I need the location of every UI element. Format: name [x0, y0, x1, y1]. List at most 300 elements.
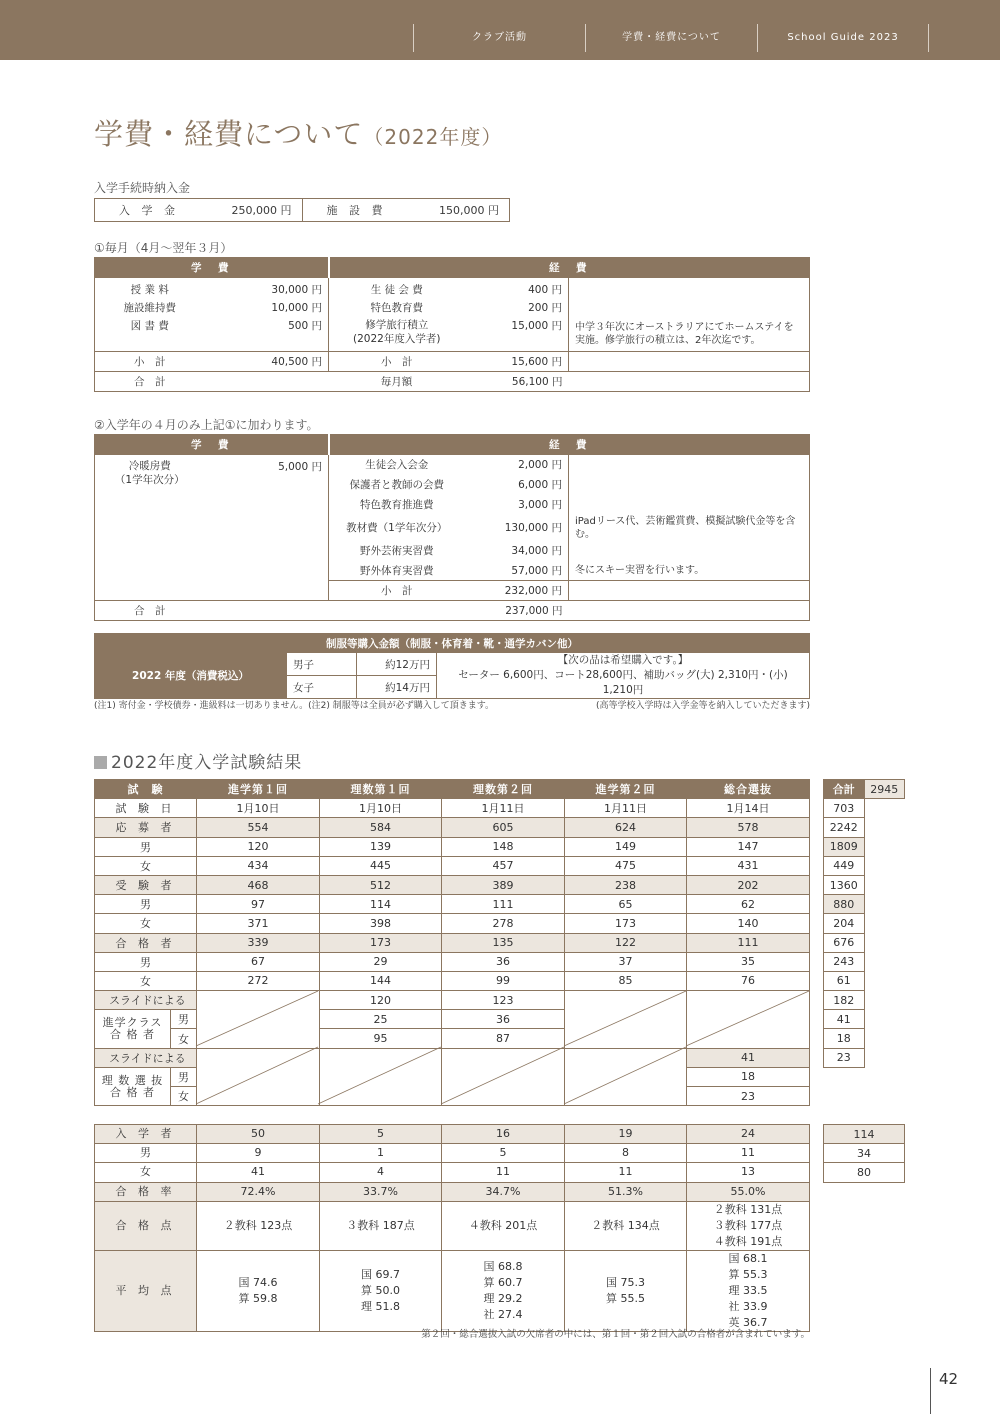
- data-cell: 147: [687, 837, 810, 856]
- table-row: [824, 1010, 905, 1029]
- empty-cell: [565, 991, 687, 1049]
- cell-line: 算 59.8: [238, 1291, 278, 1305]
- data-cell: [320, 1201, 442, 1250]
- empty-cell: [565, 1048, 687, 1106]
- data-cell: 149: [565, 837, 687, 856]
- results-table-2: [94, 1124, 810, 1332]
- total-cell: 18: [824, 1029, 865, 1048]
- data-cell: 278: [442, 914, 565, 933]
- fee-value: 6,000 円: [518, 479, 562, 491]
- data-cell: 584: [320, 818, 442, 837]
- data-cell: 140: [687, 914, 810, 933]
- fee-label: 野外芸術実習費: [329, 541, 465, 561]
- fee-note: iPadリース代、芸術鑑賞費、模擬試験代金等を含む。: [569, 515, 810, 541]
- table-row: [824, 952, 905, 971]
- header-bar: [0, 0, 1000, 60]
- data-cell: 37: [565, 952, 687, 971]
- data-cell: 18: [687, 1067, 810, 1086]
- data-cell: 72.4%: [197, 1182, 320, 1201]
- table-row: [95, 1144, 810, 1163]
- data-cell: 1月10日: [320, 799, 442, 818]
- page-title: [94, 112, 502, 153]
- data-cell: 339: [197, 933, 320, 952]
- table-row: [95, 933, 810, 952]
- total-cell: 61: [824, 971, 865, 990]
- data-cell: 475: [565, 856, 687, 875]
- total-cell: 114: [824, 1125, 905, 1144]
- data-cell: [197, 1201, 320, 1250]
- total-label: 毎月額: [329, 372, 465, 392]
- results-total-table: [823, 779, 905, 1068]
- data-cell: 51.3%: [565, 1182, 687, 1201]
- data-cell: 85: [565, 971, 687, 990]
- row-label: 女: [95, 856, 197, 875]
- data-cell: 139: [320, 837, 442, 856]
- uniform-boy-value: 約12万円: [357, 653, 437, 676]
- total-cell: 703: [824, 799, 865, 818]
- row-label: 男: [95, 1144, 197, 1163]
- uniform-note1: 【次の品は希望購入です。】: [557, 654, 689, 666]
- table-row: [95, 780, 810, 799]
- empty-cell: [569, 352, 810, 372]
- row-label: 男: [95, 837, 197, 856]
- results-title-text: 2022年度入学試験結果: [111, 753, 303, 773]
- table-row: [824, 1144, 905, 1163]
- total-cell: 23: [824, 1048, 865, 1067]
- slide-label: スライドによる: [95, 1048, 197, 1067]
- data-cell: 41: [197, 1163, 320, 1182]
- data-cell: [442, 1201, 565, 1250]
- total-cell: 2242: [824, 818, 865, 837]
- table-row: [824, 837, 905, 856]
- travel-label: 修学旅行積立: [365, 318, 429, 331]
- row-label: 合 格 者: [95, 933, 197, 952]
- entry-key: 入 学 金: [119, 204, 179, 217]
- nav-guide[interactable]: School Guide 2023: [757, 24, 929, 52]
- data-cell: 5: [442, 1144, 565, 1163]
- total-label: 合 計: [95, 601, 205, 621]
- total-cell: 1809: [824, 837, 865, 856]
- data-cell: 41: [687, 1048, 810, 1067]
- data-cell: 578: [687, 818, 810, 837]
- data-cell: 11: [442, 1163, 565, 1182]
- sub-label: 女: [171, 1087, 197, 1106]
- fee-note: [569, 455, 810, 475]
- monthly-table: [94, 257, 810, 392]
- fee-value: 500 円: [288, 319, 322, 332]
- data-cell: 97: [197, 895, 320, 914]
- page-number: 42: [930, 1368, 958, 1414]
- fee-label: 図 書 費: [130, 319, 169, 332]
- table-row: [824, 1163, 905, 1182]
- total-cell: 182: [824, 991, 865, 1010]
- data-cell: 434: [197, 856, 320, 875]
- data-cell: 238: [565, 875, 687, 894]
- col-header: 総合選抜: [687, 780, 810, 799]
- table-row: [95, 799, 810, 818]
- table-row: [95, 991, 810, 1010]
- col-header: 理数第１回: [320, 780, 442, 799]
- total-cell: 1360: [824, 875, 865, 894]
- uniform-girl-value: 約14万円: [357, 676, 437, 699]
- data-cell: 5: [320, 1125, 442, 1144]
- facility-cell: [302, 199, 510, 221]
- sub-label: 男: [171, 1067, 197, 1086]
- data-cell: 33.7%: [320, 1182, 442, 1201]
- data-cell: 55.0%: [687, 1182, 810, 1201]
- monthly-label: ①毎月（4月〜翌年３月）: [94, 241, 233, 255]
- data-cell: 1: [320, 1144, 442, 1163]
- data-cell: 431: [687, 856, 810, 875]
- fee-value: 10,000 円: [271, 302, 322, 314]
- table-row: [824, 856, 905, 875]
- data-cell: 144: [320, 971, 442, 990]
- table-row: [824, 933, 905, 952]
- row-label: 男: [95, 895, 197, 914]
- fee-value: 2,000 円: [518, 459, 562, 471]
- table-row: [824, 1048, 905, 1067]
- fee-label: 施設維持費: [123, 302, 176, 314]
- table-row: [95, 856, 810, 875]
- col-header: 理数第２回: [442, 780, 565, 799]
- cell-line: ３教科 187点: [346, 1218, 415, 1232]
- april-hdr-right: 経 費: [329, 435, 810, 455]
- total-cell: 204: [824, 914, 865, 933]
- subtotal-value: 232,000 円: [465, 581, 569, 601]
- cell-line: 算 50.0: [361, 1283, 400, 1297]
- data-cell: [687, 1201, 810, 1250]
- cell-line: 理 33.5: [728, 1283, 768, 1297]
- total-cell: 34: [824, 1144, 905, 1163]
- cell-line: 社 33.9: [728, 1299, 768, 1313]
- data-cell: 13: [687, 1163, 810, 1182]
- table-row: [824, 818, 905, 837]
- cell-line: 社 27.4: [483, 1307, 523, 1321]
- data-cell: 624: [565, 818, 687, 837]
- data-cell: 173: [320, 933, 442, 952]
- group-name: 理 数 選 抜: [101, 1073, 164, 1087]
- page-title-main: 学費・経費について: [94, 117, 364, 151]
- data-cell: 445: [320, 856, 442, 875]
- data-cell: 457: [442, 856, 565, 875]
- data-cell: 65: [565, 895, 687, 914]
- total-cell: 243: [824, 952, 865, 971]
- total-value: 237,000 円: [465, 601, 569, 621]
- total-cell: 2945: [864, 780, 905, 799]
- table-row: [95, 895, 810, 914]
- table-row: [95, 837, 810, 856]
- fee-label: 授 業 料: [130, 284, 169, 296]
- row-label: 女: [95, 1163, 197, 1182]
- total-cell: 880: [824, 895, 865, 914]
- cell-line: 算 55.3: [728, 1267, 768, 1281]
- entry-fee-box: [94, 198, 510, 222]
- cell-line: 理 51.8: [361, 1299, 400, 1313]
- fee-label: 野外体育実習費: [329, 561, 465, 581]
- entry-cell: [95, 199, 302, 221]
- data-cell: 389: [442, 875, 565, 894]
- results-note: 第２回・総合選抜入試の欠席者の中には、第１回・第２回入試の合格者が含まれています。: [421, 1329, 810, 1340]
- data-cell: 23: [687, 1087, 810, 1106]
- entry-label: 入学手続時納入金: [94, 181, 191, 195]
- cell-line: ２教科 131点: [713, 1202, 783, 1216]
- empty-cell: [320, 1048, 442, 1106]
- results-title: [94, 748, 302, 773]
- data-cell: 16: [442, 1125, 565, 1144]
- data-cell: 35: [687, 952, 810, 971]
- data-cell: 468: [197, 875, 320, 894]
- table-row: [95, 1125, 810, 1144]
- fee-label: 教材費（1学年次分）: [329, 515, 465, 541]
- data-cell: 87: [442, 1029, 565, 1048]
- data-cell: 554: [197, 818, 320, 837]
- data-cell: [442, 1250, 565, 1331]
- fee-value: 200 円: [528, 302, 562, 314]
- fee-value: 57,000 円: [511, 564, 562, 577]
- fee-label: 保護者と教師の会費: [329, 475, 465, 495]
- page-title-sub: （2022年度）: [363, 125, 503, 149]
- col-header: 進学第１回: [197, 780, 320, 799]
- subtotal-label: 小 計: [329, 581, 465, 601]
- empty-cell: [569, 581, 810, 601]
- subtotal-value: 15,600 円: [465, 352, 569, 372]
- table-row: [95, 1201, 810, 1250]
- total-header: 合計: [824, 780, 865, 799]
- data-cell: 95: [320, 1029, 442, 1048]
- row-label: 入 学 者: [95, 1125, 197, 1144]
- table-row: [824, 914, 905, 933]
- april-hdr-left: 学 費: [95, 435, 329, 455]
- nav-fees[interactable]: 学費・経費について: [585, 24, 757, 52]
- group-label: [95, 1010, 171, 1048]
- empty-cell: [205, 601, 329, 621]
- cell-line: 国 69.7: [361, 1267, 400, 1281]
- total-cell: 80: [824, 1163, 905, 1182]
- empty-cell: [205, 372, 329, 392]
- data-cell: 114: [320, 895, 442, 914]
- table-row: [95, 1048, 810, 1067]
- col-header: 進学第２回: [565, 780, 687, 799]
- cooling-k2: （1学年次分）: [114, 473, 185, 486]
- row-label: 女: [95, 914, 197, 933]
- table-row: [95, 914, 810, 933]
- cell-line: ２教科 134点: [591, 1218, 660, 1232]
- data-cell: 50: [197, 1125, 320, 1144]
- sub-label: 男: [171, 1010, 197, 1029]
- table-row: [824, 875, 905, 894]
- data-cell: 371: [197, 914, 320, 933]
- data-cell: [320, 1250, 442, 1331]
- table-row: [824, 1029, 905, 1048]
- data-cell: 9: [197, 1144, 320, 1163]
- cell-line: 国 74.6: [238, 1275, 278, 1289]
- data-cell: 11: [687, 1144, 810, 1163]
- data-cell: 1月14日: [687, 799, 810, 818]
- fee-note: 中学３年次にオーストラリアにてホームステイを実施。修学旅行の積立は、2年次迄です。: [569, 318, 810, 352]
- subtotal-value: 40,500 円: [205, 352, 329, 372]
- data-cell: 99: [442, 971, 565, 990]
- fee-label: 生 徒 会 費: [329, 278, 465, 298]
- empty-cell: [442, 1048, 565, 1106]
- total-label: 合 計: [95, 372, 205, 392]
- footnote-left: (注1) 寄付金・学校債券・進級料は一切ありません。(注2) 制服等は全員が必ず購入して頂きます。: [94, 701, 495, 711]
- data-cell: 120: [320, 991, 442, 1010]
- table-row: [824, 799, 905, 818]
- data-cell: 111: [442, 895, 565, 914]
- data-cell: 36: [442, 952, 565, 971]
- data-cell: 272: [197, 971, 320, 990]
- empty-cell: [569, 372, 810, 392]
- row-label: 合 格 点: [95, 1201, 197, 1250]
- data-cell: [197, 1250, 320, 1331]
- uniform-table: [94, 633, 810, 699]
- fee-note: [569, 298, 810, 318]
- row-label: 男: [95, 952, 197, 971]
- data-cell: 135: [442, 933, 565, 952]
- cell-line: 国 68.1: [728, 1251, 768, 1265]
- fee-note: [569, 475, 810, 495]
- data-cell: 67: [197, 952, 320, 971]
- fee-note: [569, 541, 810, 561]
- square-icon: [94, 756, 107, 769]
- facility-key: 施 設 費: [326, 204, 387, 217]
- data-cell: [687, 1250, 810, 1331]
- subtotal-label: 小 計: [95, 352, 205, 372]
- results-table: [94, 779, 810, 1106]
- fee-label: 生徒会入会金: [329, 455, 465, 475]
- col-header: 試 験: [95, 780, 197, 799]
- table-row: [95, 875, 810, 894]
- row-label: 平 均 点: [95, 1250, 197, 1331]
- data-cell: 123: [442, 991, 565, 1010]
- table-row: [95, 1250, 810, 1331]
- total-value: 56,100 円: [465, 372, 569, 392]
- data-cell: 25: [320, 1010, 442, 1029]
- fee-note: 冬にスキー実習を行います。: [569, 561, 810, 581]
- uniform-note2: セーター 6,600円、コート28,600円、補助バッグ(大) 2,310円・(小) 1,210円: [458, 669, 788, 696]
- total-cell: 676: [824, 933, 865, 952]
- empty-cell: [197, 991, 320, 1049]
- cell-line: ２教科 123点: [223, 1218, 293, 1232]
- data-cell: 62: [687, 895, 810, 914]
- uniform-girl-label: 女子: [287, 676, 357, 699]
- table-row: [95, 952, 810, 971]
- data-cell: 29: [320, 952, 442, 971]
- facility-value: 150,000 円: [439, 204, 499, 217]
- uniform-header: 制服等購入金額（制服・体育着・靴・通学カバン他）: [95, 634, 810, 653]
- fee-label: 特色教育推進費: [329, 495, 465, 515]
- data-cell: [565, 1201, 687, 1250]
- data-cell: 76: [687, 971, 810, 990]
- total-cell: 41: [824, 1010, 865, 1029]
- monthly-hdr-right: 経 費: [329, 258, 810, 278]
- row-label: 応 募 者: [95, 818, 197, 837]
- fee-value: 3,000 円: [518, 499, 562, 511]
- group-label: [95, 1067, 171, 1105]
- data-cell: 148: [442, 837, 565, 856]
- footnote-right: (高等学校入学時は入学金等を納入していただきます): [595, 701, 810, 711]
- entry-value: 250,000 円: [231, 204, 292, 217]
- table-row: [824, 895, 905, 914]
- data-cell: 398: [320, 914, 442, 933]
- fee-value: 34,000 円: [511, 545, 562, 557]
- april-label: ②入学年の４月のみ上記①に加わります。: [94, 418, 319, 432]
- cell-line: ４教科 201点: [468, 1218, 538, 1232]
- travel-sub: (2022年度入学者): [353, 332, 441, 345]
- april-table: [94, 434, 810, 621]
- data-cell: 1月10日: [197, 799, 320, 818]
- data-cell: 8: [565, 1144, 687, 1163]
- data-cell: 19: [565, 1125, 687, 1144]
- row-label: 合 格 率: [95, 1182, 197, 1201]
- cell-line: 理 29.2: [483, 1291, 523, 1305]
- data-cell: 1月11日: [442, 799, 565, 818]
- data-cell: 173: [565, 914, 687, 933]
- data-cell: 120: [197, 837, 320, 856]
- data-cell: 1月11日: [565, 799, 687, 818]
- uniform-year: 2022 年度（消費税込）: [95, 653, 287, 699]
- empty-cell: [569, 601, 810, 621]
- cell-line: ３教科 177点: [713, 1218, 783, 1232]
- fee-label: 特色教育費: [329, 298, 465, 318]
- slide-label: スライドによる: [95, 991, 197, 1010]
- empty-cell: [197, 1048, 320, 1106]
- empty-cell: [687, 991, 810, 1049]
- group-sub: 合 格 者: [110, 1027, 155, 1041]
- data-cell: [565, 1250, 687, 1331]
- table-row: [95, 1163, 810, 1182]
- empty-cell: [329, 601, 465, 621]
- data-cell: 111: [687, 933, 810, 952]
- fee-value: 30,000 円: [271, 284, 322, 296]
- uniform-note: [437, 653, 810, 699]
- data-cell: 122: [565, 933, 687, 952]
- table-row: [824, 1125, 905, 1144]
- data-cell: 24: [687, 1125, 810, 1144]
- table-row: [95, 818, 810, 837]
- subtotal-label: 小 計: [329, 352, 465, 372]
- table-row: [95, 971, 810, 990]
- fee-label-travel: [329, 318, 465, 352]
- data-cell: 36: [442, 1010, 565, 1029]
- cooling-value: 5,000 円: [278, 460, 322, 473]
- row-label: 女: [95, 971, 197, 990]
- uniform-boy-label: 男子: [287, 653, 357, 676]
- cooling-label: [95, 455, 205, 601]
- group-name: 進学クラス: [102, 1015, 163, 1029]
- data-cell: 605: [442, 818, 565, 837]
- row-label: 試 験 日: [95, 799, 197, 818]
- cell-line: 国 68.8: [483, 1259, 523, 1273]
- fee-value: 130,000 円: [504, 522, 562, 534]
- nav-club[interactable]: クラブ活動: [413, 24, 585, 52]
- monthly-hdr-left: 学 費: [95, 258, 329, 278]
- cooling-k: 冷暖房費: [128, 459, 171, 472]
- table-row: [824, 971, 905, 990]
- results-total-table-2: [823, 1124, 905, 1183]
- table-row: [95, 1182, 810, 1201]
- data-cell: 202: [687, 875, 810, 894]
- data-cell: 512: [320, 875, 442, 894]
- cell-line: 英 36.7: [728, 1315, 768, 1329]
- cell-line: 算 55.5: [606, 1291, 645, 1305]
- fee-note: [569, 278, 810, 298]
- fee-note: [569, 495, 810, 515]
- table-row: [824, 991, 905, 1010]
- data-cell: 11: [565, 1163, 687, 1182]
- cell-line: 国 75.3: [606, 1275, 645, 1289]
- cell-line: ４教科 191点: [713, 1234, 783, 1248]
